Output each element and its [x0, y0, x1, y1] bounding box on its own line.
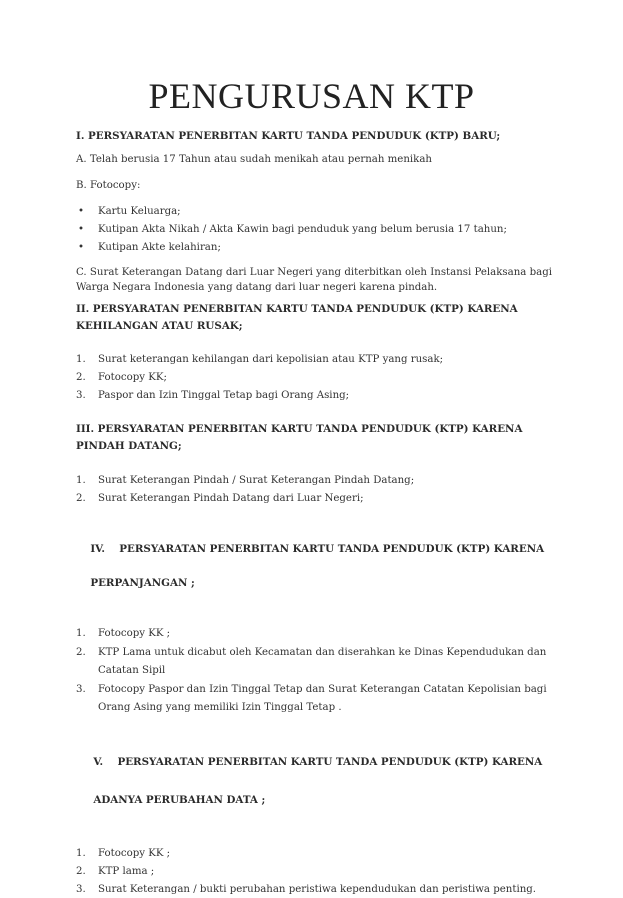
section-5-heading [76, 734, 553, 829]
number-marker: 2. [76, 866, 86, 877]
number-marker: 1. [76, 848, 86, 859]
list-item-text: Surat Keterangan Pindah Datang dari Luar Negeri; [98, 493, 364, 504]
list-item-text: Surat keterangan kehilangan dari kepolisian atau KTP yang rusak; [98, 354, 444, 365]
list-item-text: Fotocopy KK ; [98, 628, 171, 639]
section-4-heading [76, 524, 553, 609]
section-1-item-b: B. Fotocopy: [76, 180, 141, 191]
list-item-text: Kutipan Akte kelahiran; [98, 242, 221, 253]
list-item [76, 239, 553, 256]
bullet-marker: • [78, 206, 85, 217]
page-title: PENGURUSAN KTP [148, 76, 475, 116]
number-marker: 2. [76, 372, 86, 383]
list-item [76, 221, 553, 238]
number-marker: 1. [76, 475, 86, 486]
bullet-marker: • [78, 242, 85, 253]
number-marker: 3. [76, 684, 86, 695]
section-3-heading-line-2: PINDAH DATANG; [76, 440, 182, 452]
list-item-text-continued: Catatan Sipil [98, 665, 166, 676]
section-3-numbered-list [76, 472, 553, 507]
section-4-numbered-list [76, 625, 553, 717]
list-item [76, 845, 553, 862]
section-5-heading-line-2: ADANYA PERUBAHAN DATA ; [93, 794, 266, 806]
section-2-numbered-list [76, 351, 553, 404]
list-item [76, 881, 553, 898]
number-marker: 2. [76, 493, 86, 504]
section-1-item-c [76, 265, 553, 295]
section-4-heading-line-2: PERPANJANGAN ; [90, 577, 195, 589]
section-1-heading: I. PERSYARATAN PENERBITAN KARTU TANDA PENDUDUK (KTP) BARU; [76, 130, 501, 142]
section-3-heading [76, 421, 553, 455]
list-item [76, 681, 553, 717]
section-1-bullet-list [76, 203, 553, 256]
list-item [76, 644, 553, 680]
list-item-text: Surat Keterangan / bukti perubahan peristiwa kependudukan dan peristiwa penting. [98, 884, 537, 895]
list-item-text: Kutipan Akta Nikah / Akta Kawin bagi penduduk yang belum berusia 17 tahun; [98, 224, 507, 235]
list-item [76, 490, 553, 507]
section-2-heading [76, 301, 553, 335]
bullet-marker: • [78, 224, 85, 235]
list-item [76, 351, 553, 368]
section-2-heading-line-2: KEHILANGAN ATAU RUSAK; [76, 320, 243, 332]
list-item-text: Fotocopy KK; [98, 372, 167, 383]
number-marker: 2. [76, 647, 86, 658]
list-item-text: Kartu Keluarga; [98, 206, 181, 217]
list-item-text: Fotocopy KK ; [98, 848, 171, 859]
list-item [76, 387, 553, 404]
section-1-item-c-line-2: Warga Negara Indonesia yang datang dari luar negeri karena pindah. [76, 282, 438, 293]
section-1-item-a: A. Telah berusia 17 Tahun atau sudah menikah atau pernah menikah [76, 154, 432, 165]
number-marker: 3. [76, 884, 86, 895]
list-item-text: KTP Lama untuk dicabut oleh Kecamatan dan diserahkan ke Dinas Kependudukan dan [98, 647, 547, 658]
list-item [76, 863, 553, 880]
number-marker: 3. [76, 390, 86, 401]
number-marker: 1. [76, 354, 86, 365]
list-item-text: Surat Keterangan Pindah / Surat Keterangan Pindah Datang; [98, 475, 415, 486]
number-marker: 1. [76, 628, 86, 639]
section-5-numbered-list [76, 845, 553, 898]
section-4-heading-line-1: IV. PERSYARATAN PENERBITAN KARTU TANDA PENDUDUK (KTP) KARENA [90, 543, 545, 555]
list-item-text: Paspor dan Izin Tinggal Tetap bagi Orang Asing; [98, 390, 350, 401]
section-1-item-c-line-1: C. Surat Keterangan Datang dari Luar Negeri yang diterbitkan oleh Instansi Pelaksana bagi [76, 267, 552, 278]
section-5-heading-line-1: V. PERSYARATAN PENERBITAN KARTU TANDA PENDUDUK (KTP) KARENA [93, 756, 543, 768]
section-2-heading-line-1: II. PERSYARATAN PENERBITAN KARTU TANDA PENDUDUK (KTP) KARENA [76, 303, 518, 315]
section-3-heading-line-1: III. PERSYARATAN PENERBITAN KARTU TANDA PENDUDUK (KTP) KARENA [76, 423, 523, 435]
list-item [76, 472, 553, 489]
list-item [76, 203, 553, 220]
list-item-text-continued: Orang Asing yang memiliki Izin Tinggal Tetap . [98, 702, 342, 713]
list-item [76, 369, 553, 386]
list-item-text: Fotocopy Paspor dan Izin Tinggal Tetap dan Surat Keterangan Catatan Kepolisian bagi [98, 684, 547, 695]
list-item-text: KTP lama ; [98, 866, 155, 877]
list-item [76, 625, 553, 643]
